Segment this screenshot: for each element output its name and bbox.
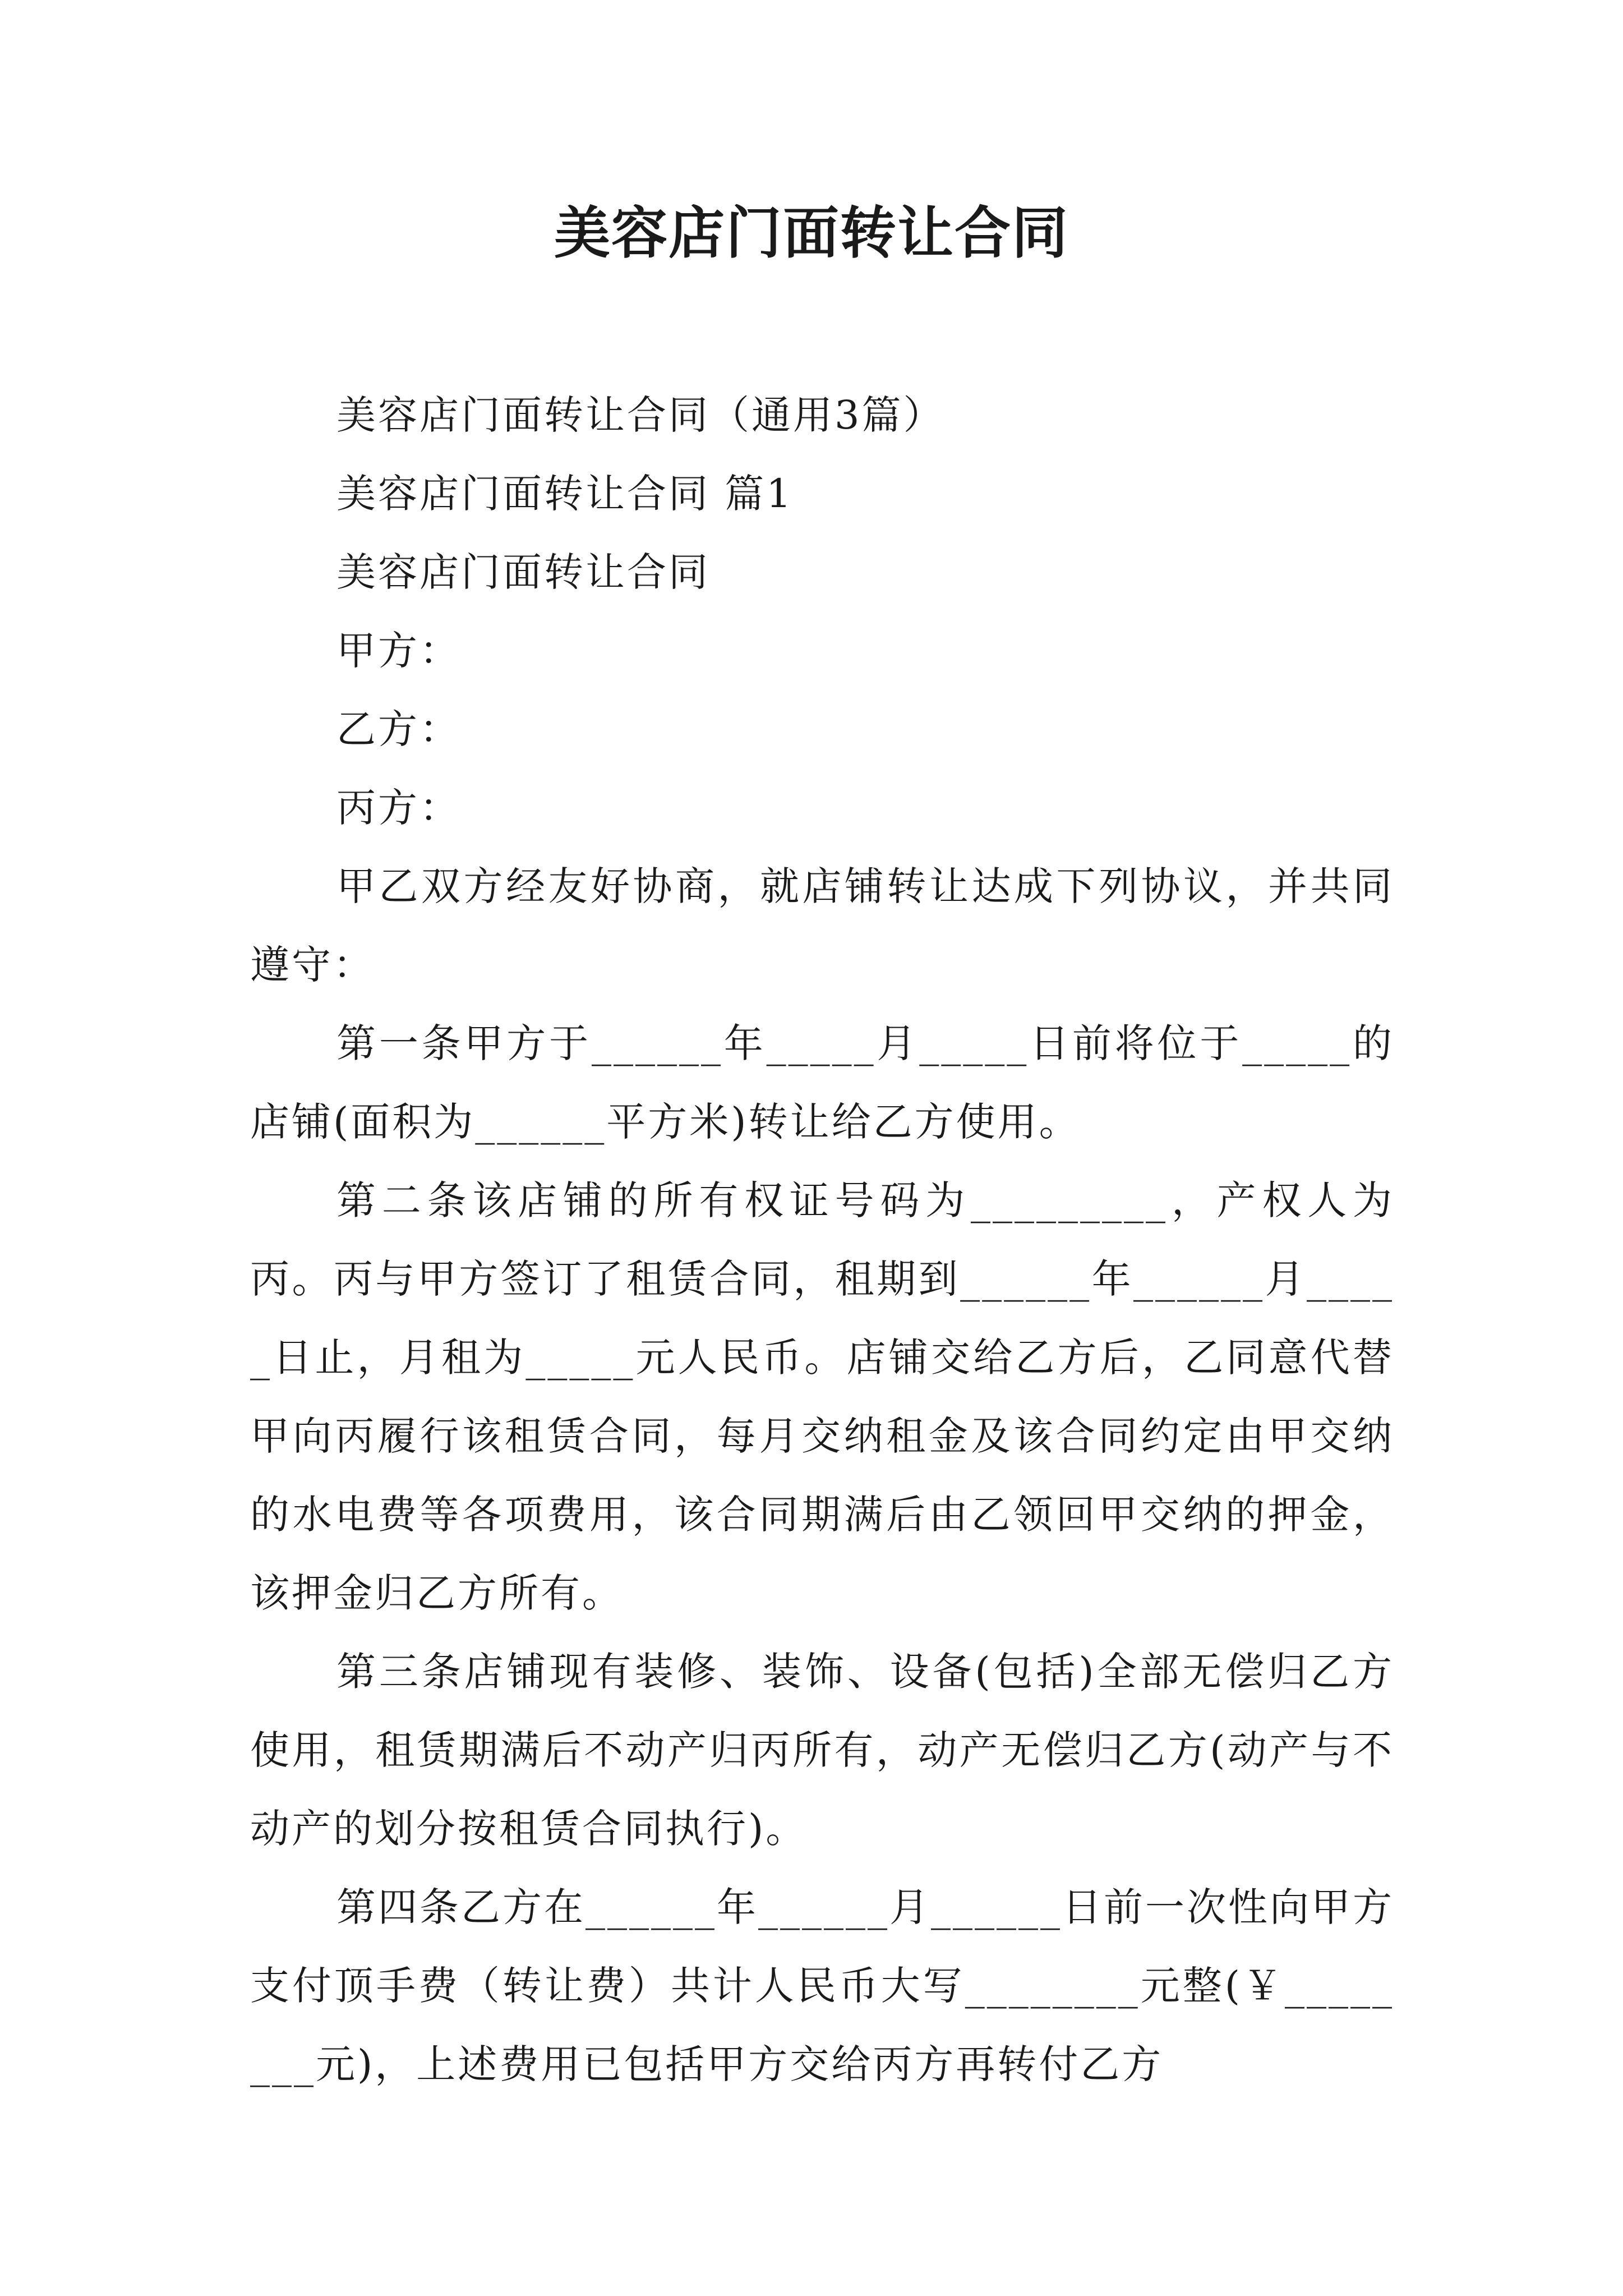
paragraph-article-3: 第三条店铺现有装修、装饰、设备(包括)全部无偿归乙方使用，租赁期满后不动产归丙所有，动产无偿归乙方(动产与不动产的划分按租赁合同执行)。 bbox=[250, 1649, 1394, 1852]
paragraph-preamble: 甲乙双方经友好协商，就店铺转让达成下列协议，并共同遵守： bbox=[250, 863, 1394, 988]
paragraph-subtitle: 美容店门面转让合同（通用3篇） bbox=[336, 392, 945, 438]
paragraph-contract-name: 美容店门面转让合同 bbox=[336, 549, 710, 595]
paragraph-article-1: 第一条甲方于______年_____月_____日前将位于_____的店铺(面积为______平方米)转让给乙方使用。 bbox=[250, 1020, 1394, 1145]
paragraph-party-b: 乙方： bbox=[336, 706, 461, 752]
document-body bbox=[250, 376, 1394, 2104]
paragraph-article-2: 第二条该店铺的所有权证号码为_________，产权人为丙。丙与甲方签订了租赁合同，租期到______年______月_____日止，月租为_____元人民币。店铺交给乙方后，乙同意代替甲向丙履行该租赁合同，每月交纳租金及该合同约定由甲交纳的水电费等各项费用，该合同期满后由乙领回甲交纳的押金，该押金归乙方所有。 bbox=[250, 1177, 1394, 1616]
document-title: 美容店门面转让合同 bbox=[554, 200, 1069, 266]
paragraph-party-c: 丙方： bbox=[336, 785, 461, 831]
paragraph-party-a: 甲方： bbox=[336, 628, 461, 674]
paragraph-part-heading: 美容店门面转让合同 篇1 bbox=[336, 471, 794, 517]
paragraph-article-4: 第四条乙方在______年______月______日前一次性向甲方支付顶手费（转让费）共计人民币大写________元整(￥________元)，上述费用已包括甲方交给丙方再转付乙方 bbox=[250, 1884, 1394, 2087]
